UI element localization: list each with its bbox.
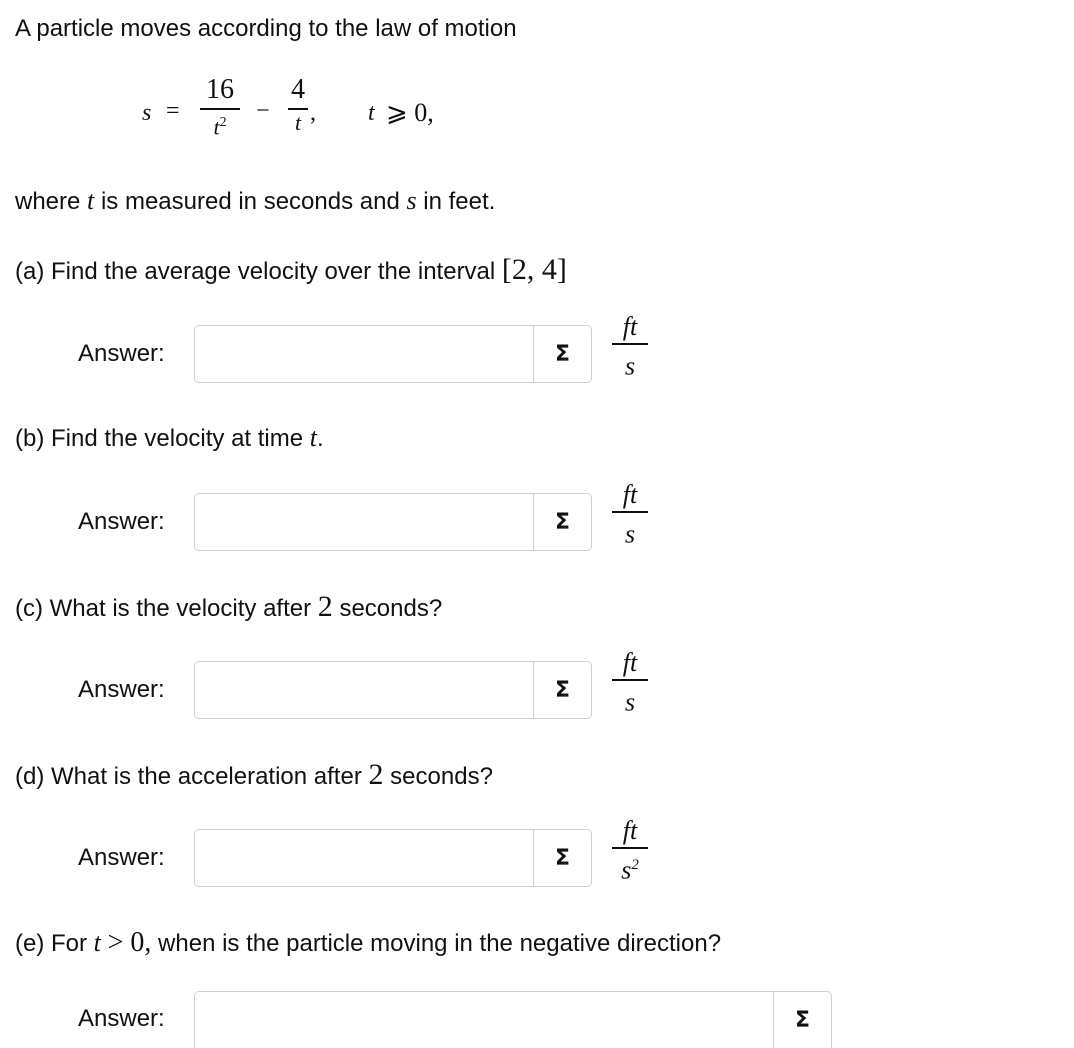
unit-ft-per-s-a: ft s [612, 314, 648, 379]
unit-ft-per-s-c: ft s [612, 650, 648, 715]
answer-field-a-container [194, 325, 592, 383]
answer-input-b[interactable] [195, 494, 533, 550]
question-d: (d) What is the acceleration after 2 seconds? [15, 758, 493, 791]
answer-input-a[interactable] [195, 326, 533, 382]
answer-input-d[interactable] [195, 830, 533, 886]
equation-editor-button-b[interactable] [533, 494, 591, 550]
sigma-icon: Σ [554, 677, 571, 703]
equation-editor-button-a[interactable] [533, 326, 591, 382]
intro-text: A particle moves according to the law of motion [15, 15, 517, 42]
equation-editor-button-e[interactable] [773, 992, 831, 1048]
question-c: (c) What is the velocity after 2 seconds? [15, 590, 443, 623]
formula-condition: ⩾ 0, [386, 98, 434, 127]
formula-fraction-4-over-t: 4 t [288, 72, 308, 136]
question-b: (b) Find the velocity at time t. [15, 423, 324, 452]
unit-ft-per-s-b: ft s [612, 482, 648, 547]
equation-editor-button-d[interactable] [533, 830, 591, 886]
answer-label-d: Answer: [78, 844, 165, 871]
answer-label-a: Answer: [78, 340, 165, 367]
formula-equals: = [166, 98, 180, 124]
question-a: (a) Find the average velocity over the interval [2, 4] [15, 253, 567, 286]
sigma-icon: Σ [554, 509, 571, 535]
answer-field-b-container [194, 493, 592, 551]
answer-field-c-container [194, 661, 592, 719]
units-description: where t is measured in seconds and s in feet. [15, 186, 496, 215]
unit-ft-per-s-squared-d: ft $s^2$ [612, 818, 648, 883]
sigma-icon: Σ [554, 341, 571, 367]
equation-editor-button-c[interactable] [533, 662, 591, 718]
answer-field-d-container [194, 829, 592, 887]
formula-condition-var: t [368, 100, 375, 126]
answer-input-e[interactable] [195, 992, 773, 1048]
answer-label-b: Answer: [78, 508, 165, 535]
sigma-icon: Σ [794, 1007, 811, 1033]
formula-minus: − [256, 98, 270, 124]
law-of-motion-formula [140, 72, 500, 162]
formula-comma: , [310, 100, 316, 126]
sigma-icon: Σ [554, 845, 571, 871]
answer-input-c[interactable] [195, 662, 533, 718]
answer-field-e-container [194, 991, 832, 1048]
question-e: (e) For t > 0, when is the particle moving in the negative direction? [15, 927, 722, 958]
answer-label-e: Answer: [78, 1005, 165, 1032]
answer-label-c: Answer: [78, 676, 165, 703]
formula-fraction-16-over-t2: 16 $t^2$ [200, 72, 240, 140]
formula-s: s [142, 100, 152, 126]
